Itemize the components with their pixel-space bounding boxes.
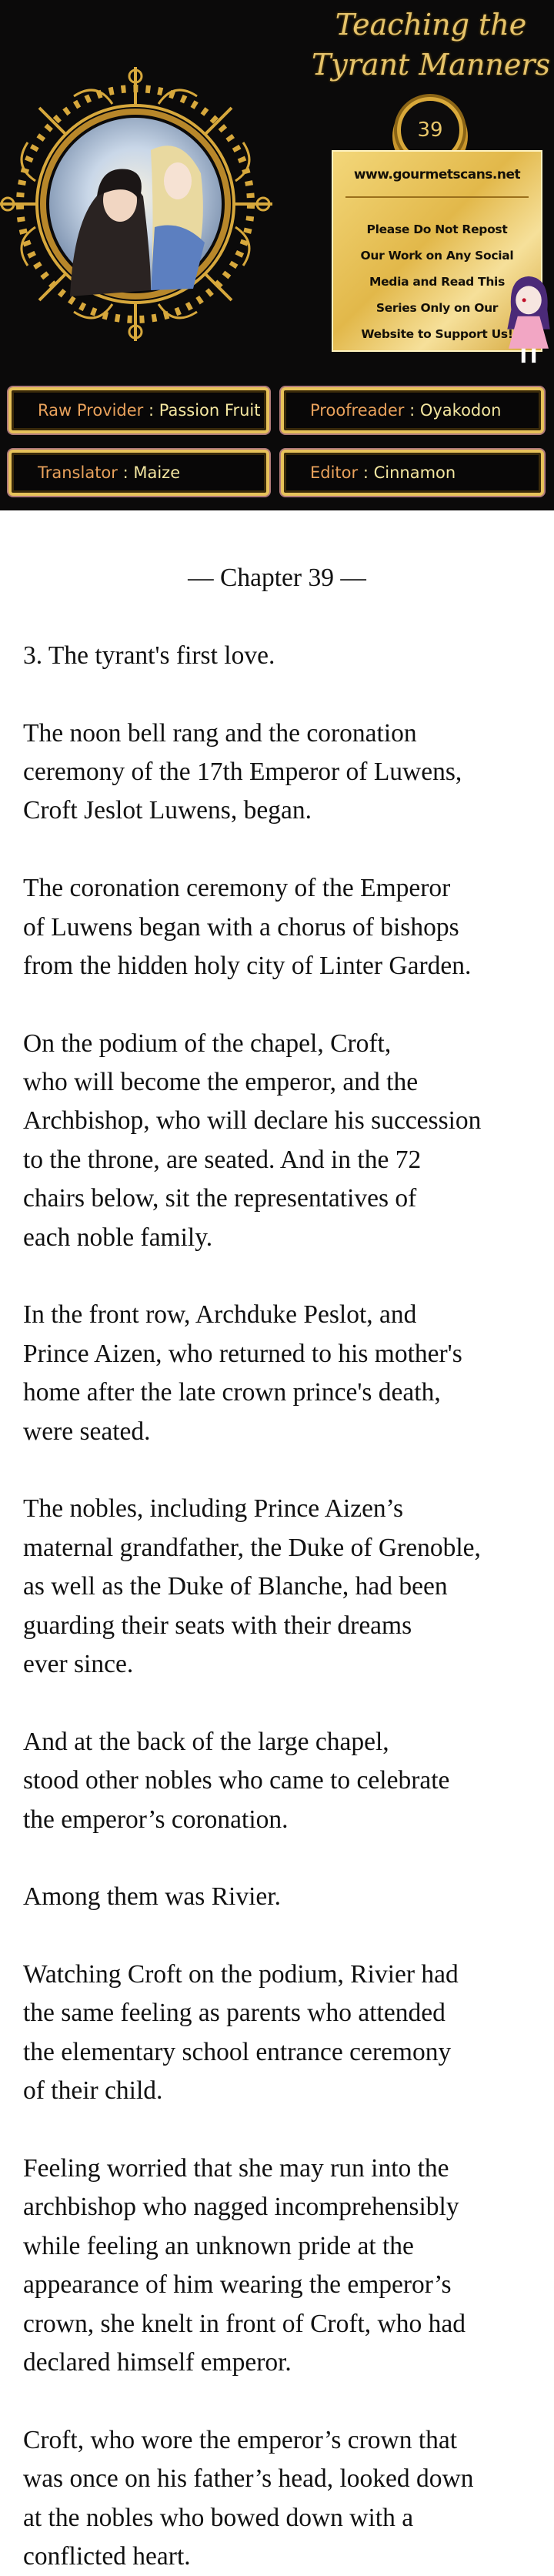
text-line: maternal grandfather, the Duke of Grenoble, bbox=[23, 1533, 481, 1562]
notice-line: Series Only on Our bbox=[375, 301, 499, 315]
series-title-line: Tyrant Manners bbox=[311, 48, 551, 82]
text-line: On the podium of the chapel, Croft, bbox=[23, 1029, 392, 1058]
credit-separator: : bbox=[143, 401, 159, 420]
credit-name: Cinnamon bbox=[373, 463, 456, 482]
text-line: who will become the emperor, and the bbox=[23, 1068, 419, 1097]
text-line: ceremony of the 17th Emperor of Luwens, bbox=[23, 757, 462, 786]
notice-line: Website to Support Us! bbox=[361, 327, 513, 341]
credit-name: Maize bbox=[133, 463, 181, 482]
text-line: Among them was Rivier. bbox=[23, 1882, 281, 1912]
credit-proofreader bbox=[281, 387, 544, 433]
credit-name: Passion Fruit bbox=[159, 401, 261, 420]
series-title-line: Teaching the bbox=[335, 8, 527, 42]
ornament-divider bbox=[345, 196, 529, 198]
paragraph bbox=[23, 869, 554, 1025]
credit-name: Oyakodon bbox=[419, 401, 502, 420]
ornate-portrait-frame bbox=[0, 65, 274, 343]
paragraph bbox=[23, 1878, 554, 1955]
paragraph-spacer bbox=[23, 597, 554, 636]
paragraph bbox=[23, 1025, 554, 1296]
text-line: archbishop who nagged incomprehensibly bbox=[23, 2193, 459, 2222]
credit-raw-provider bbox=[8, 387, 269, 433]
credit-role: Proofreader bbox=[310, 401, 405, 420]
text-line: Croft Jeslot Luwens, began. bbox=[23, 796, 312, 825]
paragraph-spacer bbox=[23, 1451, 554, 1490]
notice-line: Media and Read This bbox=[369, 275, 506, 289]
chapter-heading: — Chapter 39 — bbox=[188, 564, 366, 592]
text-line: was once on his father’s head, looked down bbox=[23, 2464, 474, 2494]
credit-translator bbox=[8, 450, 269, 496]
paragraph bbox=[23, 1955, 554, 2149]
paragraph-spacer bbox=[23, 1839, 554, 1878]
notice-line: Our Work on Any Social bbox=[360, 249, 514, 263]
text-line: while feeling an unknown pride at the bbox=[23, 2231, 414, 2260]
paragraph bbox=[23, 2149, 554, 2421]
website-text: www.gourmetscans.net bbox=[353, 167, 521, 182]
paragraph bbox=[23, 714, 554, 870]
text-line: each noble family. bbox=[23, 1223, 213, 1252]
text-line: declared himself emperor. bbox=[23, 2347, 292, 2377]
credit-separator: : bbox=[117, 463, 134, 482]
text-line: Archbishop, who will declare his succession bbox=[23, 1106, 482, 1136]
paragraph bbox=[23, 1296, 554, 1490]
credit-separator: : bbox=[404, 401, 420, 420]
chapter-number-badge: 39 bbox=[397, 97, 463, 163]
text-line: The coronation ceremony of the Emperor bbox=[23, 874, 451, 903]
text-line: In the front row, Archduke Peslot, and bbox=[23, 1300, 417, 1330]
text-line: as well as the Duke of Blanche, had been bbox=[23, 1572, 448, 1601]
text-line: of Luwens began with a chorus of bishops bbox=[23, 912, 459, 942]
credit-editor bbox=[281, 450, 544, 496]
series-title bbox=[308, 5, 554, 85]
repost-notice bbox=[333, 216, 541, 347]
text-line: Watching Croft on the podium, Rivier had bbox=[23, 1960, 459, 1989]
text-line: Feeling worried that she may run into the bbox=[23, 2154, 449, 2183]
text-line: guarding their seats with their dreams bbox=[23, 1611, 412, 1640]
paragraph-spacer bbox=[23, 2382, 554, 2420]
text-line: were seated. bbox=[23, 1417, 151, 1446]
text-line: from the hidden holy city of Linter Garden. bbox=[23, 951, 472, 980]
credit-role: Raw Provider bbox=[38, 401, 144, 420]
notice-panel bbox=[332, 150, 542, 352]
text-line: conflicted heart. bbox=[23, 2541, 191, 2571]
text-line: crown, she knelt in front of Croft, who had bbox=[23, 2309, 466, 2338]
paragraph-spacer bbox=[23, 1684, 554, 1722]
paragraph bbox=[23, 1723, 554, 1878]
text-line: appearance of him wearing the emperor’s bbox=[23, 2270, 452, 2300]
text-line: of their child. bbox=[23, 2076, 163, 2106]
text-line: to the throne, are seated. And in the 72 bbox=[23, 1145, 422, 1174]
credit-separator: : bbox=[358, 463, 374, 482]
paragraph-spacer bbox=[23, 1257, 554, 1296]
chapter-cover-banner bbox=[0, 0, 554, 510]
text-line: stood other nobles who came to celebrate bbox=[23, 1766, 450, 1795]
paragraph-spacer bbox=[23, 1917, 554, 1955]
paragraph bbox=[23, 637, 554, 714]
text-line: chairs below, sit the representatives of bbox=[23, 1184, 417, 1213]
text-line: Croft, who wore the emperor’s crown that bbox=[23, 2425, 458, 2454]
chapter-text bbox=[23, 559, 554, 2576]
text-line: at the nobles who bowed down with a bbox=[23, 2503, 414, 2532]
text-line: And at the back of the large chapel, bbox=[23, 1727, 389, 1756]
text-line: the elementary school entrance ceremony bbox=[23, 2037, 452, 2066]
text-line: The nobles, including Prince Aizen’s bbox=[23, 1494, 404, 1524]
paragraph bbox=[23, 1490, 554, 1722]
text-line: The noon bell rang and the coronation bbox=[23, 718, 417, 748]
paragraph-spacer bbox=[23, 985, 554, 1024]
text-line: home after the late crown prince's death, bbox=[23, 1378, 441, 1407]
text-line: the emperor’s coronation. bbox=[23, 1805, 289, 1834]
paragraph bbox=[23, 2421, 554, 2576]
notice-line: Please Do Not Repost bbox=[366, 222, 508, 236]
text-line: the same feeling as parents who attended bbox=[23, 1999, 446, 2028]
paragraph-spacer bbox=[23, 831, 554, 869]
text-line: Prince Aizen, who returned to his mother's bbox=[23, 1339, 462, 1368]
credit-role: Editor bbox=[310, 463, 359, 482]
paragraph-spacer bbox=[23, 675, 554, 714]
text-line: 3. The tyrant's first love. bbox=[23, 641, 275, 670]
text-line: ever since. bbox=[23, 1649, 134, 1678]
credit-role: Translator bbox=[38, 463, 118, 482]
paragraph-spacer bbox=[23, 2111, 554, 2149]
